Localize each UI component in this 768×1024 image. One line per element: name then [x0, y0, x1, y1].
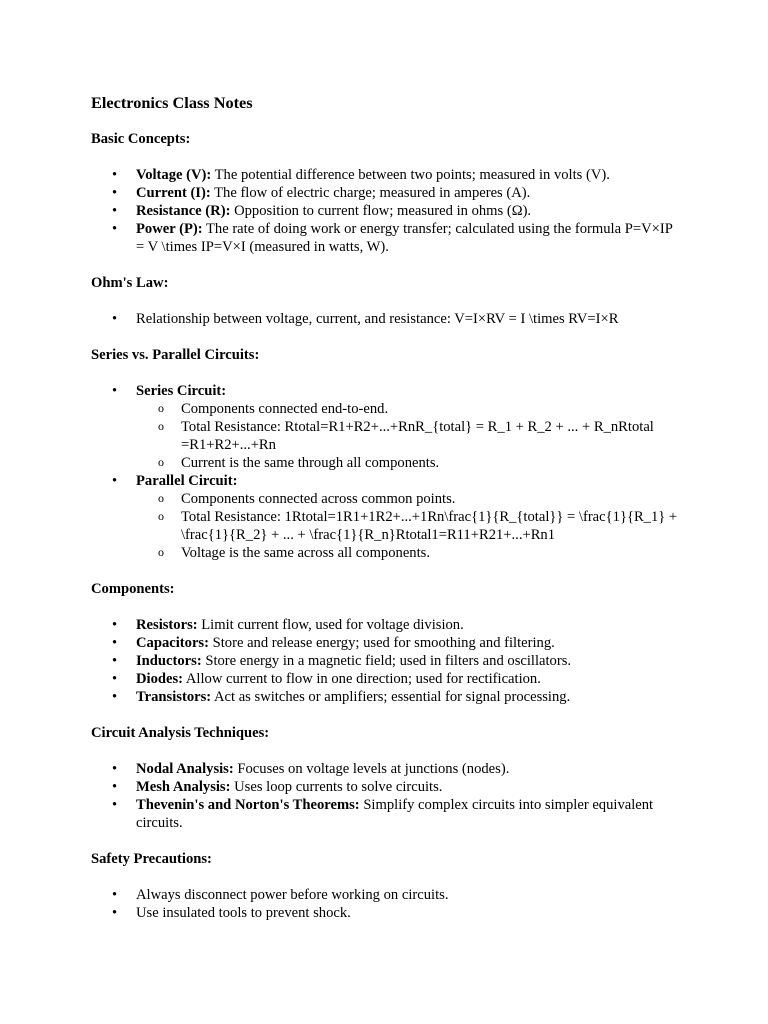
components-list	[91, 616, 681, 706]
definition: The rate of doing work or energy transfer; calculated using the formula P=V×IP = V \times IP=V×I (measured in watts, W).	[136, 221, 673, 255]
list-item	[91, 796, 681, 832]
definition: Act as switches or amplifiers; essential for signal processing.	[211, 689, 571, 705]
definition: Simplify complex circuits into simpler equivalent circuits.	[136, 797, 654, 831]
ohms-law-list	[91, 310, 681, 328]
definition: Uses loop currents to solve circuits.	[230, 779, 443, 795]
list-item-series	[91, 382, 681, 472]
section-heading-series-parallel: Series vs. Parallel Circuits:	[91, 347, 260, 363]
definition: Store and release energy; used for smoothing and filtering.	[208, 635, 555, 651]
list-item	[91, 670, 681, 688]
safety-list	[91, 886, 681, 922]
term: Power (P):	[136, 221, 203, 237]
definition: The flow of electric charge; measured in amperes (A).	[210, 185, 531, 201]
basic-concepts-list	[91, 166, 681, 256]
list-item	[91, 652, 681, 670]
list-item	[91, 184, 681, 202]
sub-list-item: o Voltage is the same across all components.	[136, 544, 681, 562]
section-heading-ohms-law: Ohm's Law:	[91, 275, 169, 291]
list-item	[91, 220, 681, 256]
section-heading-basic-concepts: Basic Concepts:	[91, 131, 191, 147]
definition: Focuses on voltage levels at junctions (nodes).	[233, 761, 510, 777]
sub-list-item: o Total Resistance: Rtotal=R1+R2+...+RnR_{total} = R_1 + R_2 + ... + R_nRtotal =R1+R2+...+Rn	[136, 418, 681, 454]
section-heading-components: Components:	[91, 581, 175, 597]
series-sublist	[136, 400, 681, 472]
term: Resistors:	[136, 617, 198, 633]
term: Voltage (V):	[136, 167, 212, 183]
analysis-list	[91, 760, 681, 832]
term: Diodes:	[136, 671, 184, 687]
section-heading-circuit-analysis: Circuit Analysis Techniques:	[91, 725, 270, 741]
document-title: Electronics Class Notes	[91, 93, 253, 112]
series-label: Series Circuit:	[136, 383, 227, 399]
definition: Allow current to flow in one direction; used for rectification.	[183, 671, 541, 687]
definition: Opposition to current flow; measured in ohms (Ω).	[230, 203, 532, 219]
sub-list-item: o Components connected end-to-end.	[136, 400, 681, 418]
list-item-parallel	[91, 472, 681, 562]
term: Nodal Analysis:	[136, 761, 234, 777]
list-item	[91, 616, 681, 634]
series-parallel-list	[91, 382, 681, 562]
list-item	[91, 634, 681, 652]
definition: The potential difference between two points; measured in volts (V).	[211, 167, 610, 183]
list-item	[91, 202, 681, 220]
definition: Limit current flow, used for voltage division.	[197, 617, 464, 633]
sub-list-item: o Total Resistance: 1Rtotal=1R1+1R2+...+1Rn\frac{1}{R_{total}} = \frac{1}{R_1} + \frac{1}{R_2} + ... + \frac{1}{R_n}Rtotal1=R11+R21+...+Rn1	[136, 508, 681, 544]
list-item	[91, 778, 681, 796]
document-page	[91, 93, 681, 940]
list-item	[91, 688, 681, 706]
section-heading-safety: Safety Precautions:	[91, 851, 212, 867]
sub-list-item: o Current is the same through all components.	[136, 454, 681, 472]
term: Capacitors:	[136, 635, 209, 651]
term: Transistors:	[136, 689, 212, 705]
term: Resistance (R):	[136, 203, 231, 219]
list-item: • Use insulated tools to prevent shock.	[91, 904, 681, 922]
term: Current (I):	[136, 185, 211, 201]
definition: Store energy in a magnetic field; used in filters and oscillators.	[201, 653, 572, 669]
term: Thevenin's and Norton's Theorems:	[136, 797, 360, 813]
list-item: • Relationship between voltage, current, and resistance: V=I×RV = I \times RV=I×R	[91, 310, 681, 328]
parallel-label: Parallel Circuit:	[136, 473, 238, 489]
parallel-sublist	[136, 490, 681, 562]
list-item: • Always disconnect power before working on circuits.	[91, 886, 681, 904]
sub-list-item: o Components connected across common points.	[136, 490, 681, 508]
term: Mesh Analysis:	[136, 779, 231, 795]
list-item	[91, 760, 681, 778]
list-item	[91, 166, 681, 184]
term: Inductors:	[136, 653, 202, 669]
